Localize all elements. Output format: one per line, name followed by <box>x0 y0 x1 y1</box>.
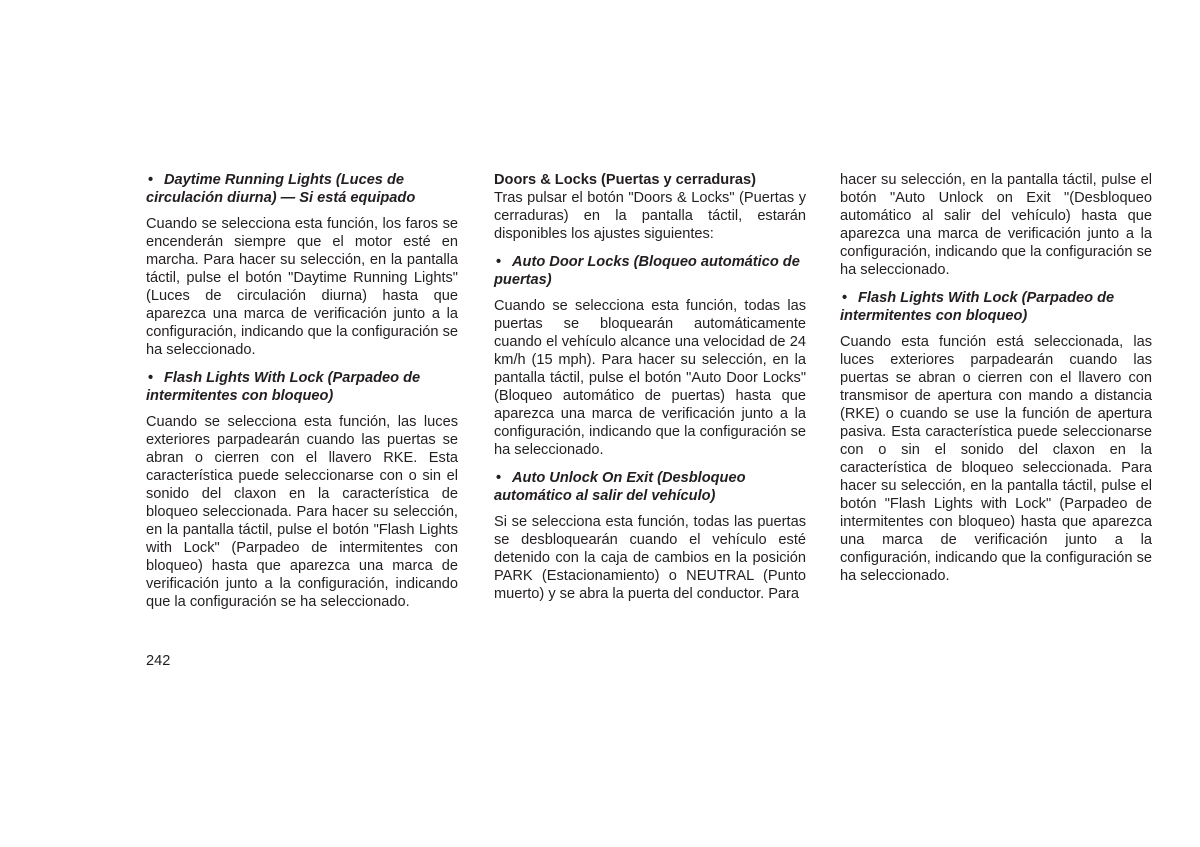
flash-lights-with-lock-text: Cuando se selecciona esta función, las luces exteriores parpadearán cuando las puertas se abran o cierren con el llavero RKE. Esta característica puede seleccionarse con o sin el sonido del claxon en la característica de bloqueo seleccionada. Para hacer su selección, en la pantalla táctil, pulse el botón "Flash Lights with Lock" (Parpadeo de intermitentes con bloqueo) hasta que aparezca una marca de verificación junto a la configuración, indicando que la configuración se ha seleccionado. <box>146 414 458 610</box>
heading-text: Flash Lights With Lock (Parpadeo de intermitentes con bloqueo) <box>146 370 421 404</box>
bullet-icon: • <box>496 470 502 486</box>
heading-text: Flash Lights With Lock (Parpadeo de intermitentes con bloqueo) <box>840 290 1115 324</box>
right-column <box>840 171 1152 595</box>
bullet-icon: • <box>842 290 848 306</box>
doors-and-locks-intro: Tras pulsar el botón "Doors & Locks" (Puertas y cerraduras) en la pantalla táctil, estarán disponibles los ajustes siguientes: <box>494 190 806 242</box>
auto-door-locks-text: Cuando se selecciona esta función, todas las puertas se bloquearán automáticamente cuando el vehículo alcance una velocidad de 24 km/h (15 mph). Para hacer su selección, en la pantalla táctil, pulse el botón "Auto Door Locks" (Bloqueo automático de puertas) hasta que aparezca una marca de verificación junto a la configuración, indicando que la configuración se ha seleccionado. <box>494 298 806 458</box>
heading-text: Auto Door Locks (Bloqueo automático de puertas) <box>494 254 800 288</box>
daytime-running-lights-text: Cuando se selecciona esta función, los faros se encenderán siempre que el motor esté en marcha. Para hacer su selección, en la pantalla táctil, pulse el botón "Daytime Running Lights" (Luces de circulación diurna) hasta que aparezca una marca de verificación junto a la configuración, indicando que la configuración se ha seleccionado. <box>146 216 458 358</box>
page-number: 242 <box>146 653 171 669</box>
auto-door-locks-heading <box>494 253 806 289</box>
heading-text: Daytime Running Lights (Luces de circulación diurna) — Si está equipado <box>146 172 416 206</box>
auto-unlock-on-exit-heading <box>494 469 806 505</box>
flash-lights-with-lock-text: Cuando esta función está seleccionada, las luces exteriores parpadearán cuando las puertas se abran o cierren con el llavero con transmisor de apertura con mando a distancia (RKE) o cuando se use la función de apertura pasiva. Esta característica puede seleccionarse con o sin el sonido del claxon en la característica de bloqueo seleccionada. Para hacer su selección, en la pantalla táctil, pulse el botón "Flash Lights with Lock" (Parpadeo de intermitentes con bloqueo) hasta que aparezca una marca de verificación junto a la configuración, indicando que la configuración se ha seleccionado. <box>840 334 1152 584</box>
heading-text: Auto Unlock On Exit (Desbloqueo automático al salir del vehículo) <box>494 470 746 504</box>
doors-and-locks-title: Doors & Locks (Puertas y cerraduras) <box>494 172 756 188</box>
flash-lights-with-lock-heading <box>146 369 458 405</box>
auto-unlock-on-exit-text: Si se selecciona esta función, todas las puertas se desbloquearán cuando el vehículo esté detenido con la caja de cambios en la posición PARK (Estacionamiento) o NEUTRAL (Punto muerto) y se abra la puerta del conductor. Para <box>494 514 806 602</box>
flash-lights-with-lock-heading <box>840 289 1152 325</box>
left-column <box>146 171 458 621</box>
middle-column <box>494 171 806 613</box>
bullet-icon: • <box>148 370 154 386</box>
bullet-icon: • <box>496 254 502 270</box>
daytime-running-lights-heading <box>146 171 458 207</box>
auto-unlock-on-exit-text-continued: hacer su selección, en la pantalla táctil, pulse el botón "Auto Unlock on Exit "(Desbloqueo automático al salir del vehículo) hasta que aparezca una marca de verificación junto a la configuración, indicando que la configuración se ha seleccionado. <box>840 172 1152 278</box>
bullet-icon: • <box>148 172 154 188</box>
